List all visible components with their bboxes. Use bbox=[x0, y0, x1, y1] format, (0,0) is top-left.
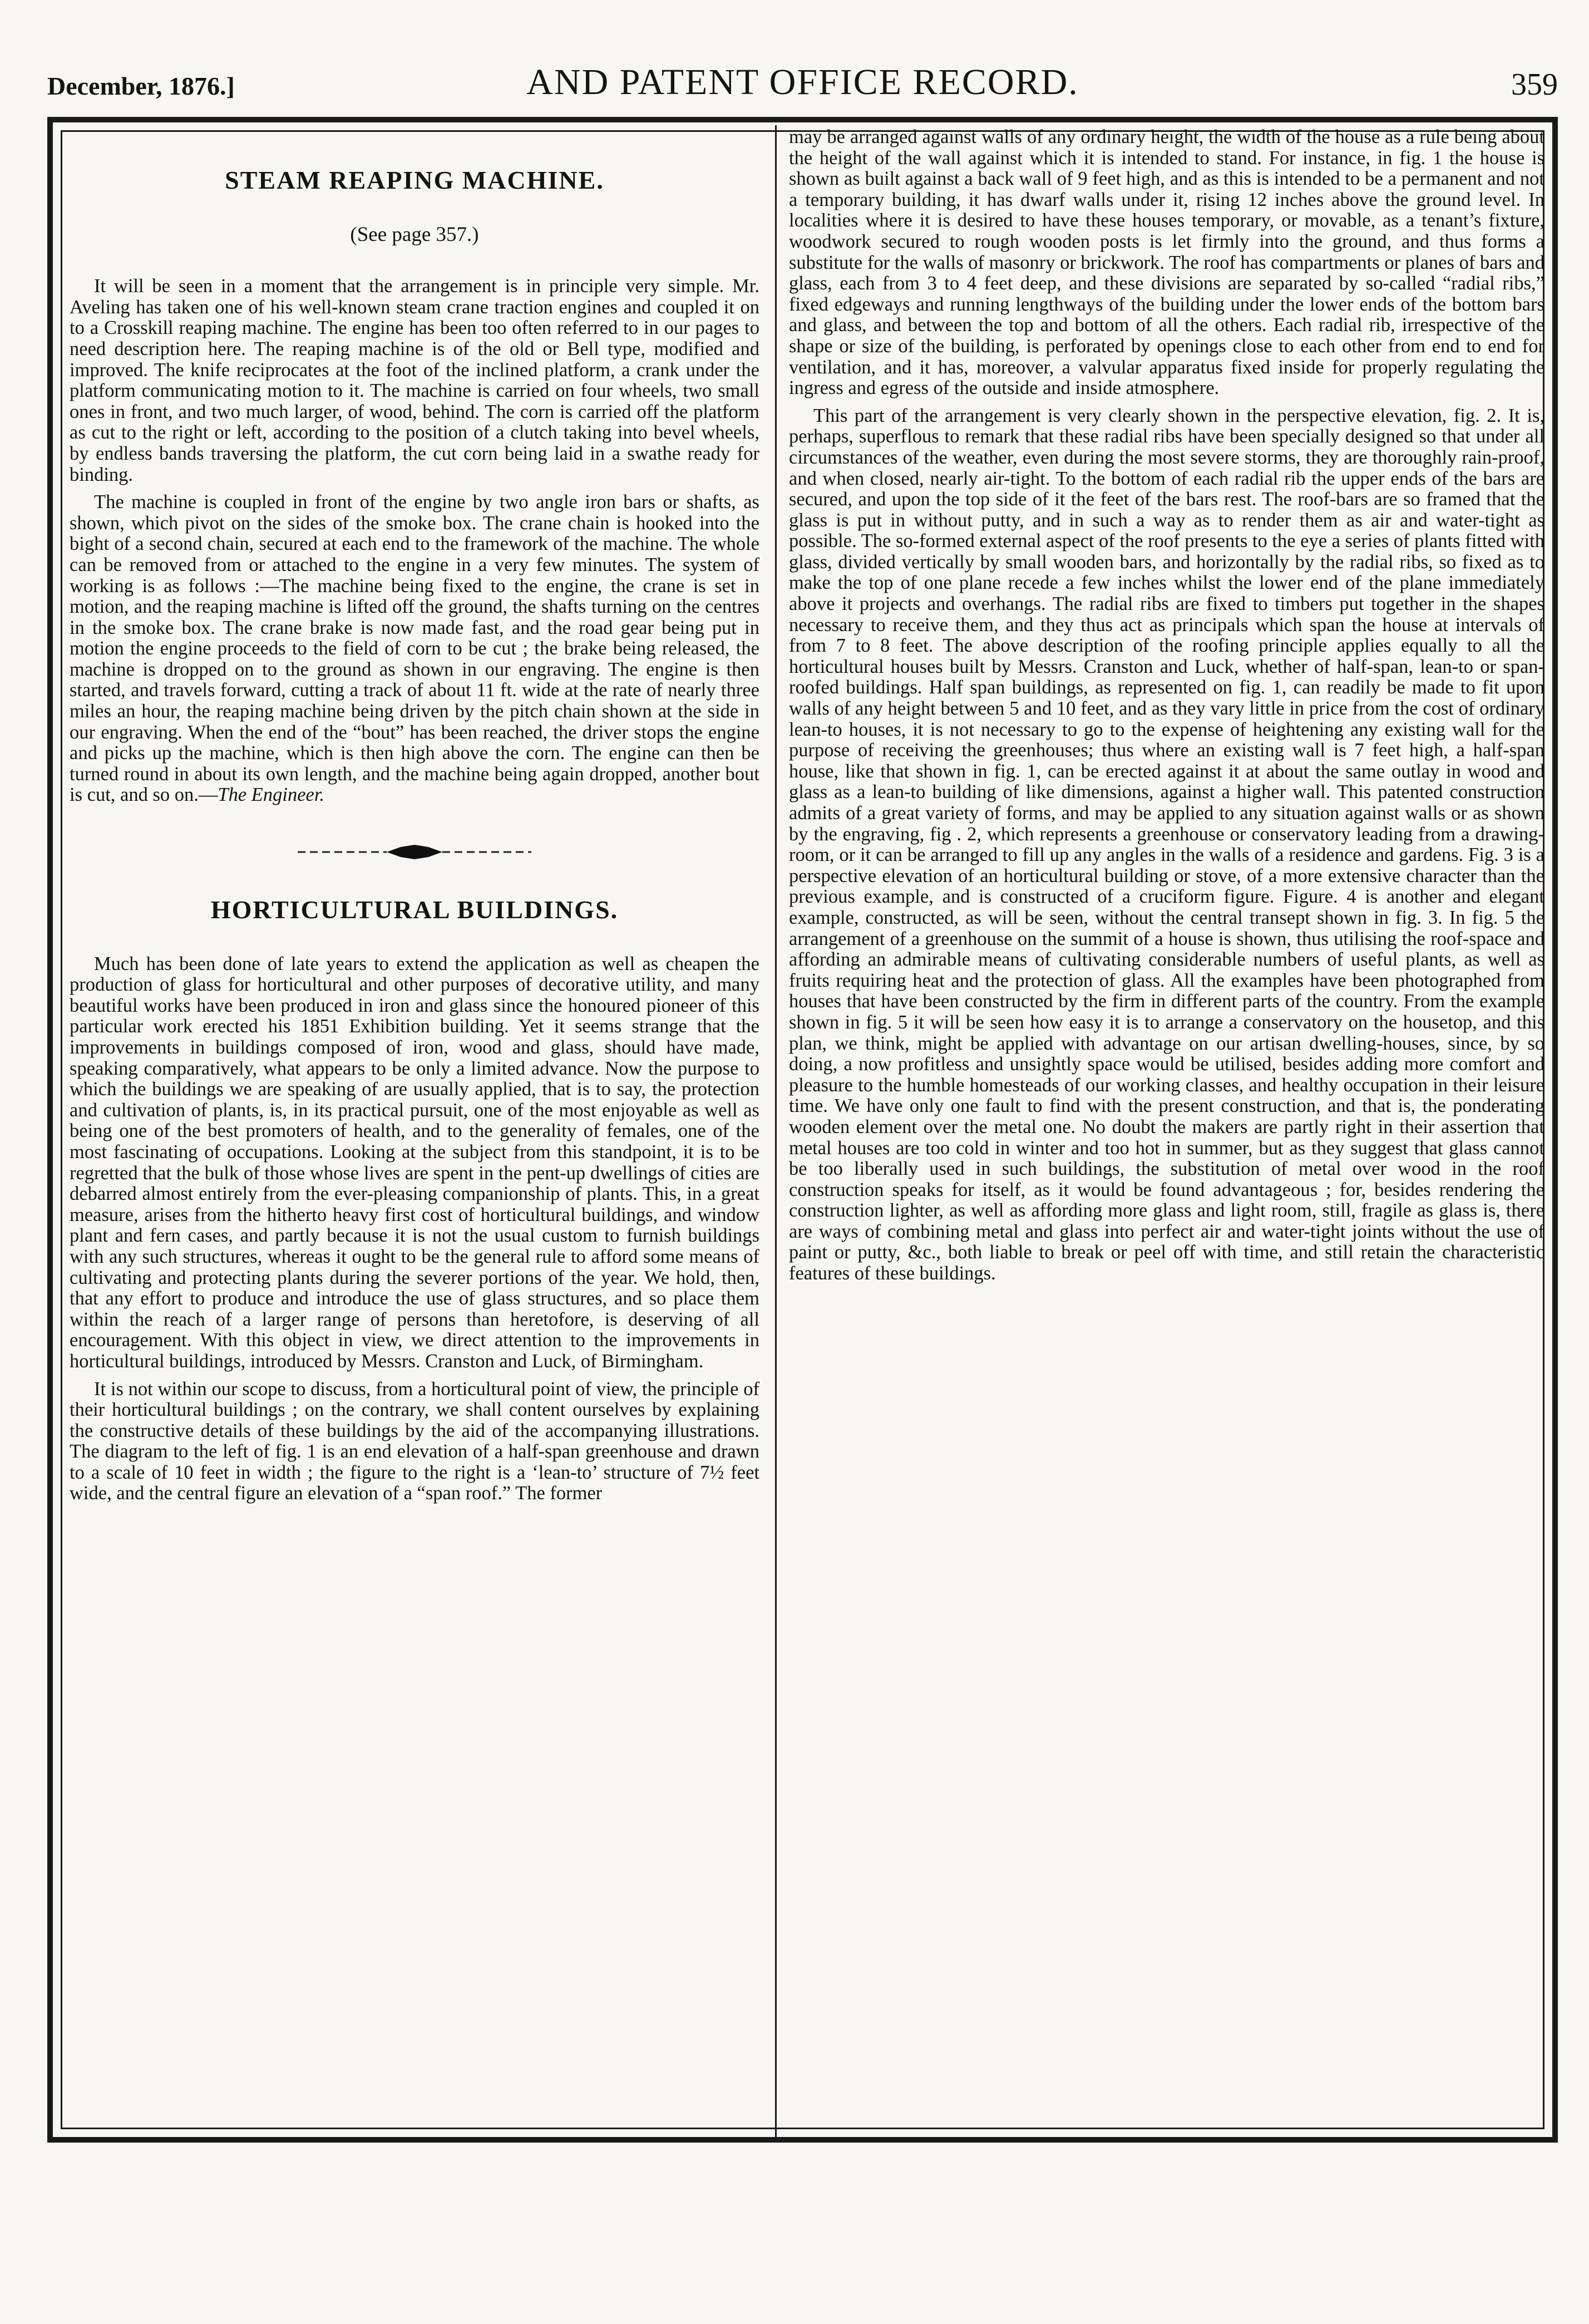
see-page-note: (See page 357.) bbox=[350, 223, 479, 246]
hort-paragraph-2: It is not within our scope to discuss, from a horticultural point of view, the principle of their horticultural buildings ; on the contrary, we shall content ourselves by explaining the constructive details of these buildings by the aid of the accompanying illustrations. The diagram to the left of fig. 1 is an end elevation of a half-span greenhouse and drawn to a scale of 10 feet in width ; the figure to the right is a ‘lean-to’ structure of 7½ feet wide, and the central figure an elevation of a “span roof.” The former bbox=[70, 1378, 759, 1504]
section-ornament bbox=[70, 820, 759, 893]
page-header bbox=[47, 61, 1558, 117]
ornament-rule-icon bbox=[298, 844, 531, 860]
hort-paragraph-1: Much has been done of late years to extend the application as well as cheapen the production of glass for horticultural and other purposes of decorative utility, and many beautiful works have been produced in iron and glass since the honoured pioneer of this particular work erected his 1851 Exhibition building. Yet it seems strange that the improvements in buildings composed of iron, wood and glass, should have made, speaking comparatively, what appears to be only a limited advance. Now the purpose to which the buildings we are speaking of are usually applied, that is to say, the protection and cultivation of plants, is, in its practical pursuit, one of the most enjoyable as well as being one of the best promoters of health, and to the generality of females, one of the most fascinating of occupations. Looking at the subject from this standpoint, it is to be regretted that the bulk of those whose lives are spent in the pent-up dwellings of cities are debarred almost entirely from the ever-pleasing companionship of plants. This, in a great measure, arises from the hitherto heavy first cost of horticultural buildings, and window plant and fern cases, and partly because it is not the usual custom to furnish buildings with any such structures, whereas it ought to be the general rule to afford some means of cultivating and protecting plants during the severer portions of the year. We hold, then, that any effort to produce and introduce the use of glass structures, and so place them within the reach of a larger range of persons than heretofore, is deserving of all encouragement. With this object in view, we direct attention to the improvements in horticultural buildings, introduced by Messrs. Cranston and Luck, of Birmingham. bbox=[70, 953, 759, 1372]
steam-paragraph-2 bbox=[70, 492, 759, 806]
left-column bbox=[70, 142, 759, 1504]
steam-paragraph-1: It will be seen in a moment that the arrangement is in principle very simple. Mr. Aveling has taken one of his well-known steam crane traction engines and coupled it on to a Crosskill reaping machine. The engine has been too often referred to in our pages to need description here. The reaping machine is of the old or Bell type, modified and improved. The knife reciprocates at the foot of the inclined platform, a crank under the platform communicating motion to it. The machine is carried on four wheels, two small ones in front, and two much larger, of wood, behind. The corn is carried off the platform as cut to the right or left, according to the position of a clutch taking into bevel wheels, by endless bands traversing the platform, the cut corn being laid in a swathe ready for binding. bbox=[70, 275, 759, 485]
horticultural-buildings-title: HORTICULTURAL BUILDINGS. bbox=[210, 895, 619, 924]
hort-paragraph-4: This part of the arrangement is very clearly shown in the perspective elevation, fig. 2. It is, perhaps, superflous to remark that these radial ribs have been specially designed so that under all circumstances of the weather, even during the most severe storms, they are thoroughly rain-proof, and when closed, nearly air-tight. To the bottom of each radial rib the upper ends of the bars are secured, and upon the top side of it the feet of the bars rest. The roof-bars are so framed that the glass is put in without putty, and in such a way as to render them as air and water-tight as possible. The so-formed external aspect of the roof presents to the eye a series of plants fitted with glass, divided vertically by small wooden bars, and horizontally by the radial ribs, so fixed as to make the top of one plane recede a few inches whilst the lower end of the plane immediately above it projects and overhangs. The radial ribs are fixed to timbers put together in the shapes necessary to receive them, and they thus act as principals which span the house at intervals of from 7 to 8 feet. The above description of the roofing principle applies equally to all the horticultural houses built by Messrs. Cranston and Luck, whether of half-span, lean-to or span-roofed buildings. Half span buildings, as represented on fig. 1, can readily be made to fit upon walls of any height between 5 and 10 feet, and as they vary little in price from the cost of ordinary lean-to houses, it is not necessary to go to the expense of heightening any existing wall for the purpose of receiving the greenhouses; thus where an existing wall is 7 feet high, a half-span house, like that shown in fig. 1, can be erected against it at about the same outlay in wood and glass as a lean-to building of like dimensions, against a higher wall. This patented construction admits of a great variety of forms, and may be applied to any situation against walls or as shown by the engraving, fig . 2, which represents a greenhouse or conservatory leading from a drawing-room, or it can be arranged to fill up any angles in the walls of a residence and gardens. Fig. 3 is a perspective elevation of an horticultural building or stove, of a more extensive character than the previous example, and is constructed of a cruciform figure. Figure. 4 is another and elegant example, constructed, as will be seen, without the central transept shown in fig. 3. In fig. 5 the arrangement of a greenhouse on the summit of a house is shown, thus utilising the roof-space and affording an admirable means of cultivating considerable numbers of useful plants, as well as fruits requiring heat and the protection of glass. All the examples have been photographed from houses that have been constructed by the firm in different parts of the country. From the example shown in fig. 5 it will be seen how easy it is to arrange a conservatory on the housetop, and this plan, we think, might be applied with advantage on our artisan dwelling-houses, since, by so doing, a now profitless and unsightly space would be utilised, besides adding more comfort and pleasure to the humble homesteads of our working classes, and healthy occupation in their leisure time. We have only one fault to find with the present construction, and that is, the ponderating wooden element over the metal one. No doubt the makers are partly right in their assertion that metal houses are too cold in winter and too hot in summer, but as they suggest that glass cannot be too liberally used in such buildings, the substitution of metal over wood in the roof construction speaks for itself, as it would be found advantageous ; for, besides rendering the construction lighter, as well as affording more glass and light room, still, fragile as glass is, there are ways of combining metal and glass into perfect air and water-tight joints without the use of paint or putty, &c., both liable to break or peel off with time, and still retain the characteristic features of these buildings. bbox=[789, 405, 1544, 1284]
source-credit: The Engineer. bbox=[218, 784, 325, 806]
steam-reaping-title: STEAM REAPING MACHINE. bbox=[225, 166, 604, 194]
right-column bbox=[789, 127, 1544, 1284]
steam-paragraph-2-text: The machine is coupled in front of the engine by two angle iron bars or shafts, as shown, which pivot on the sides of the smoke box. The crane chain is hooked into the bight of a second chain, secured at each end to the framework of the machine. The whole can be removed from or attached to the engine in a very few minutes. The system of working is as follows :—The machine being fixed to the engine, the crane is set in motion, and the reaping machine is lifted off the ground, the shafts turning on the centres in the smoke box. The crane brake is now made fast, and the road gear being put in motion the engine proceeds to the field of corn to be cut ; the brake being released, the machine is dropped on to the ground as shown in our engraving. The engine is then started, and travels forward, cutting a track of about 11 ft. wide at the rate of nearly three miles an hour, the reaping machine being driven by the pitch chain shown at the side in our engraving. When the end of the “bout” has been reached, the driver stops the engine and picks up the machine, which is then high above the corn. The engine can then be turned round in about its own length, and the machine being again dropped, another bout is cut, and so on.— bbox=[70, 491, 759, 806]
issue-date: December, 1876.] bbox=[47, 72, 235, 100]
journal-title: AND PATENT OFFICE RECORD. bbox=[526, 62, 1079, 102]
hort-paragraph-3: may be arranged against walls of any ordinary height, the width of the house as a rule being about the height of the wall against which it is intended to stand. For instance, in fig. 1 the house is shown as built against a back wall of 9 feet high, and as this is intended to be a permanent and not a temporary building, it has dwarf walls under it, rising 12 inches above the ground level. In localities where it is desired to have these houses temporary, or movable, as a tenant’s fixture, woodwork secured to rough wooden posts is let firmly into the ground, and thus forms a substitute for the walls of masonry or brickwork. The roof has compartments or planes of bars and glass, each from 3 to 4 feet deep, and these divisions are separated by so-called “radial ribs,” fixed edgeways and running lengthways of the building under the lower ends of the bottom bars and glass, and between the top and bottom of all the others. Each radial rib, irrespective of the shape or size of the building, is perforated by openings close to each other from end to end for ventilation, and it has, moreover, a valvular apparatus fixed inside for properly regulating the ingress and egress of the outside and inside atmosphere. bbox=[789, 126, 1544, 399]
column-divider bbox=[775, 125, 777, 2137]
page-number: 359 bbox=[1511, 67, 1558, 102]
